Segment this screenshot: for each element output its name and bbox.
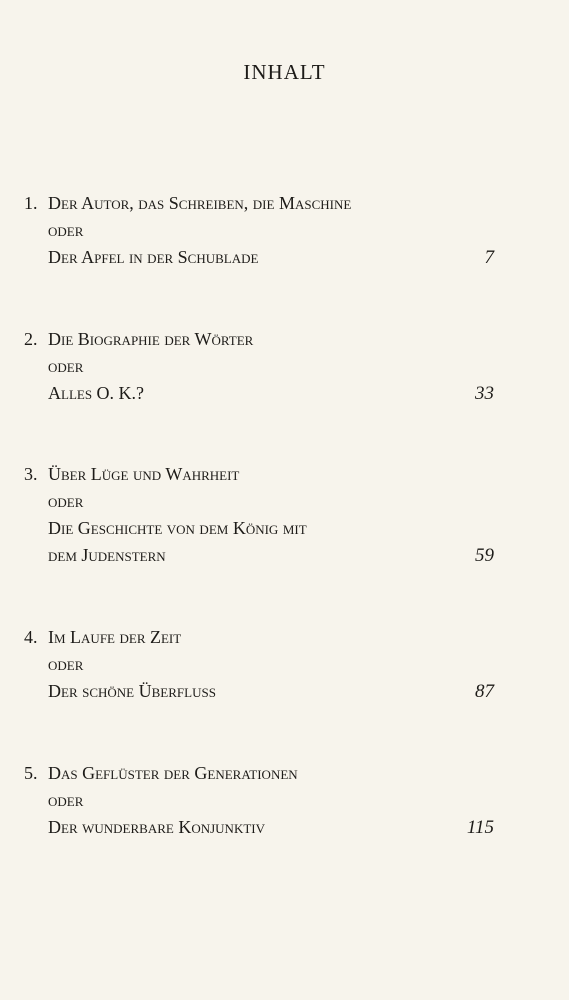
chapter-connector: oder [48, 491, 84, 511]
toc-entry-subtitle-line [24, 542, 494, 569]
chapter-subtitle: Alles O. K.? [48, 383, 145, 403]
toc-entry-title-line [24, 760, 494, 787]
toc-entry-2 [24, 326, 494, 407]
chapter-number: 2. [24, 329, 38, 349]
chapter-number: 4. [24, 627, 38, 647]
toc-entry-subtitle-line [24, 678, 494, 705]
chapter-subtitle: Die Geschichte von dem König mit [48, 518, 307, 538]
chapter-page-number: 115 [466, 817, 494, 838]
chapter-page-number: 59 [475, 545, 494, 566]
toc-entry-subtitle-line [24, 814, 494, 841]
chapter-subtitle: dem Judenstern [48, 545, 166, 565]
chapter-connector: oder [48, 220, 84, 240]
chapter-title: Im Laufe der Zeit [48, 627, 182, 647]
chapter-subtitle: Der Apfel in der Schublade [48, 247, 259, 267]
toc-entry-connector-line [24, 217, 494, 244]
chapter-title: Der Autor, das Schreiben, die Maschine [48, 193, 352, 213]
chapter-title: Die Biographie der Wörter [48, 329, 254, 349]
toc-entry-connector-line [24, 651, 494, 678]
toc-entry-title-line [24, 461, 494, 488]
toc-entry-subtitle-line [24, 244, 494, 271]
chapter-page-number: 87 [475, 681, 494, 702]
toc-entry-title-line [24, 624, 494, 651]
chapter-number: 3. [24, 464, 38, 484]
toc-entry-5 [24, 760, 494, 841]
chapter-page-number: 33 [475, 383, 494, 404]
toc-entry-connector-line [24, 488, 494, 515]
toc-entry-1 [24, 190, 494, 271]
toc-entry-4 [24, 624, 494, 705]
chapter-number: 1. [24, 193, 38, 213]
toc-entry-connector-line [24, 353, 494, 380]
chapter-connector: oder [48, 654, 84, 674]
toc-entry-title-line [24, 326, 494, 353]
chapter-subtitle: Der wunderbare Konjunktiv [48, 817, 265, 837]
toc-entry-title-line [24, 190, 494, 217]
chapter-connector: oder [48, 356, 84, 376]
chapter-number: 5. [24, 763, 38, 783]
chapter-title: Das Geflüster der Generationen [48, 763, 298, 783]
toc-entry-connector-line [24, 787, 494, 814]
page-title: INHALT [243, 60, 326, 84]
chapter-connector: oder [48, 790, 84, 810]
chapter-title: Über Lüge und Wahrheit [48, 464, 240, 484]
toc-entry-3 [24, 461, 494, 569]
chapter-subtitle: Der schöne Überfluss [48, 681, 216, 701]
toc-entry-subtitle-line [24, 380, 494, 407]
chapter-page-number: 7 [484, 247, 494, 268]
toc-entry-subtitle-line [24, 515, 494, 542]
